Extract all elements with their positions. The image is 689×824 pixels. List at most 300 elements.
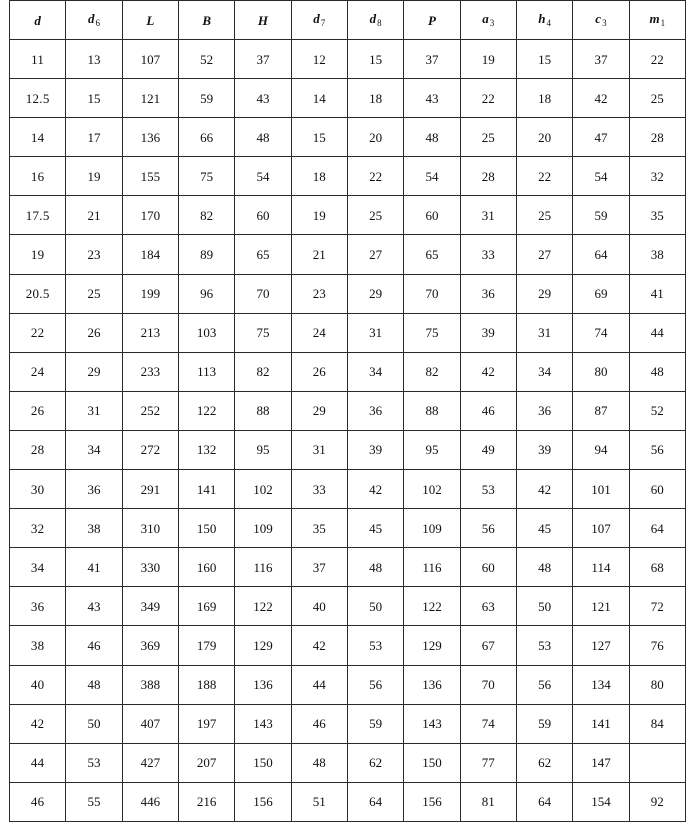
table-cell: 44 [291,665,347,704]
table-cell: 114 [573,548,629,587]
table-cell: 121 [573,587,629,626]
column-symbol-base: d [87,11,95,26]
table-cell: 179 [178,626,234,665]
table-cell: 154 [573,782,629,821]
table-cell: 56 [460,509,516,548]
column-symbol [649,11,665,26]
table-cell: 43 [404,79,460,118]
table-row [10,391,686,430]
table-cell: 134 [573,665,629,704]
column-header [460,1,516,40]
table-row [10,430,686,469]
table-cell: 113 [178,352,234,391]
table-cell: 34 [10,548,66,587]
table-cell: 64 [629,509,685,548]
table-cell: 43 [235,79,291,118]
table-cell: 22 [629,40,685,79]
table-cell: 41 [66,548,122,587]
table-cell: 32 [629,157,685,196]
table-cell: 184 [122,235,178,274]
column-symbol-base: d [369,11,377,26]
table-cell: 31 [347,313,403,352]
table-cell: 39 [460,313,516,352]
table-cell: 121 [122,79,178,118]
table-cell: 22 [460,79,516,118]
table-cell: 28 [629,118,685,157]
table-cell: 46 [460,391,516,430]
column-symbol-subscript: 4 [546,18,551,28]
table-cell: 82 [235,352,291,391]
table-cell: 89 [178,235,234,274]
table-header [10,1,686,40]
table-cell: 59 [516,704,572,743]
column-symbol [595,11,606,26]
table-cell: 40 [291,587,347,626]
table-cell: 109 [235,509,291,548]
table-cell: 94 [573,430,629,469]
table-cell: 74 [460,704,516,743]
column-symbol-base: d [313,11,320,26]
table-cell: 59 [573,196,629,235]
table-cell: 50 [347,587,403,626]
table-cell: 19 [10,235,66,274]
column-symbol [482,11,494,26]
column-header [291,1,347,40]
table-cell: 70 [460,665,516,704]
table-cell: 92 [629,782,685,821]
table-cell: 369 [122,626,178,665]
column-symbol-subscript: 3 [489,18,495,28]
column-symbol-base: m [649,11,660,26]
table-cell: 34 [347,352,403,391]
table-cell: 427 [122,743,178,782]
table-cell: 16 [10,157,66,196]
table-cell: 34 [516,352,572,391]
table-cell: 141 [573,704,629,743]
table-cell: 48 [516,548,572,587]
column-header [178,1,234,40]
table-cell: 107 [122,40,178,79]
table-cell: 44 [10,743,66,782]
table-cell: 122 [404,587,460,626]
table-cell: 82 [178,196,234,235]
table-cell: 88 [404,391,460,430]
table-cell: 46 [10,782,66,821]
table-row [10,626,686,665]
table-cell: 50 [66,704,122,743]
column-symbol [370,11,382,26]
table-cell: 36 [66,470,122,509]
table-row [10,352,686,391]
table-cell: 197 [178,704,234,743]
column-header [66,1,122,40]
table-cell: 18 [516,79,572,118]
table-cell: 446 [122,782,178,821]
column-header [404,1,460,40]
table-cell: 50 [516,587,572,626]
table-cell: 156 [235,782,291,821]
table-cell: 216 [178,782,234,821]
table-cell: 310 [122,509,178,548]
table-cell: 102 [235,470,291,509]
table-cell: 26 [66,313,122,352]
table-cell: 53 [347,626,403,665]
table-cell: 42 [291,626,347,665]
table-cell: 170 [122,196,178,235]
table-cell: 17 [66,118,122,157]
table-cell: 107 [573,509,629,548]
table-cell: 63 [460,587,516,626]
table-cell: 60 [460,548,516,587]
table-cell: 76 [629,626,685,665]
table-cell: 88 [235,391,291,430]
column-header [516,1,572,40]
table-cell: 150 [178,509,234,548]
table-cell: 56 [516,665,572,704]
table-cell: 25 [347,196,403,235]
table-cell: 29 [347,274,403,313]
table-cell: 31 [460,196,516,235]
table-cell: 141 [178,470,234,509]
column-symbol [428,13,436,28]
column-header [347,1,403,40]
table-row [10,782,686,821]
table-cell: 14 [291,79,347,118]
table-cell: 14 [10,118,66,157]
table-cell: 15 [516,40,572,79]
table-cell: 150 [404,743,460,782]
table-cell: 25 [460,118,516,157]
table-cell: 66 [178,118,234,157]
table-row [10,470,686,509]
column-symbol [202,13,211,28]
table-row [10,157,686,196]
table-cell: 122 [235,587,291,626]
table-cell: 70 [404,274,460,313]
table-cell: 20 [347,118,403,157]
table-cell: 17.5 [10,196,66,235]
table-cell: 15 [347,40,403,79]
table-cell: 75 [178,157,234,196]
table-cell: 22 [10,313,66,352]
table-cell: 60 [404,196,460,235]
table-cell: 64 [347,782,403,821]
table-cell: 70 [235,274,291,313]
table-row [10,118,686,157]
table-cell: 37 [235,40,291,79]
table-cell: 64 [516,782,572,821]
table-cell: 35 [629,196,685,235]
table-cell: 60 [235,196,291,235]
table-cell: 53 [516,626,572,665]
table-cell: 330 [122,548,178,587]
table-row [10,665,686,704]
table-cell: 13 [66,40,122,79]
table-cell: 37 [291,548,347,587]
table-cell: 42 [516,470,572,509]
table-cell: 62 [516,743,572,782]
column-symbol [538,11,551,26]
table-cell: 31 [291,430,347,469]
table-cell: 65 [404,235,460,274]
table-cell: 36 [10,587,66,626]
table-cell: 109 [404,509,460,548]
table-cell: 77 [460,743,516,782]
table-cell: 28 [460,157,516,196]
column-symbol-subscript: 7 [320,18,326,28]
table-cell: 68 [629,548,685,587]
table-cell: 37 [573,40,629,79]
table-cell: 54 [404,157,460,196]
table-cell: 75 [404,313,460,352]
table-row [10,509,686,548]
column-symbol-base: d [34,12,41,28]
table-cell: 19 [291,196,347,235]
table-cell: 95 [404,430,460,469]
table-cell: 102 [404,470,460,509]
table-cell: 48 [404,118,460,157]
table-cell: 55 [66,782,122,821]
table-cell: 160 [178,548,234,587]
table-cell: 29 [66,352,122,391]
table-cell: 12 [291,40,347,79]
table-cell: 38 [10,626,66,665]
table-cell: 116 [235,548,291,587]
table-cell: 46 [66,626,122,665]
table-cell: 35 [291,509,347,548]
table-row [10,196,686,235]
table-cell: 136 [404,665,460,704]
table-cell [629,743,685,782]
table-row [10,587,686,626]
table-cell: 199 [122,274,178,313]
table-row [10,79,686,118]
dimension-table-page [9,0,686,822]
table-cell: 84 [629,704,685,743]
table-cell: 36 [347,391,403,430]
table-cell: 20 [516,118,572,157]
column-symbol-subscript: 8 [377,18,382,28]
table-row [10,743,686,782]
table-cell: 42 [460,352,516,391]
table-cell: 127 [573,626,629,665]
table-cell: 407 [122,704,178,743]
table-cell: 65 [235,235,291,274]
table-cell: 31 [66,391,122,430]
table-cell: 47 [573,118,629,157]
table-row [10,235,686,274]
table-cell: 23 [291,274,347,313]
table-cell: 26 [10,391,66,430]
table-cell: 38 [629,235,685,274]
table-cell: 155 [122,157,178,196]
table-cell: 64 [573,235,629,274]
table-cell: 27 [516,235,572,274]
table-cell: 60 [629,470,685,509]
table-cell: 46 [291,704,347,743]
table-cell: 19 [66,157,122,196]
table-cell: 28 [10,430,66,469]
table-cell: 56 [629,430,685,469]
table-cell: 51 [291,782,347,821]
column-symbol-subscript: 1 [660,18,666,28]
table-cell: 36 [516,391,572,430]
table-cell: 147 [573,743,629,782]
table-cell: 33 [460,235,516,274]
table-cell: 41 [629,274,685,313]
table-cell: 67 [460,626,516,665]
table-cell: 32 [10,509,66,548]
table-cell: 18 [347,79,403,118]
table-cell: 59 [347,704,403,743]
table-cell: 188 [178,665,234,704]
table-cell: 25 [66,274,122,313]
table-cell: 20.5 [10,274,66,313]
table-cell: 80 [573,352,629,391]
table-cell: 129 [404,626,460,665]
table-cell: 21 [66,196,122,235]
table-cell: 103 [178,313,234,352]
table-cell: 15 [291,118,347,157]
table-cell: 18 [291,157,347,196]
table-cell: 25 [516,196,572,235]
table-cell: 11 [10,40,66,79]
table-cell: 44 [629,313,685,352]
table-cell: 38 [66,509,122,548]
table-cell: 87 [573,391,629,430]
table-row [10,313,686,352]
table-cell: 291 [122,470,178,509]
table-cell: 22 [516,157,572,196]
column-symbol-base: c [595,11,602,26]
column-symbol-base: a [482,11,489,26]
table-cell: 24 [291,313,347,352]
table-cell: 40 [10,665,66,704]
table-cell: 29 [291,391,347,430]
table-cell: 12.5 [10,79,66,118]
table-cell: 48 [291,743,347,782]
column-header [573,1,629,40]
table-cell: 42 [10,704,66,743]
table-cell: 34 [66,430,122,469]
table-cell: 54 [573,157,629,196]
dimension-table [9,0,686,822]
table-cell: 116 [404,548,460,587]
table-cell: 15 [66,79,122,118]
column-symbol [313,11,325,26]
table-cell: 22 [347,157,403,196]
table-cell: 29 [516,274,572,313]
table-cell: 19 [460,40,516,79]
table-row [10,274,686,313]
column-symbol-subscript: 3 [602,18,607,28]
table-cell: 156 [404,782,460,821]
table-cell: 233 [122,352,178,391]
table-cell: 42 [573,79,629,118]
table-row [10,704,686,743]
column-symbol-base: h [538,11,546,26]
table-cell: 349 [122,587,178,626]
column-symbol [146,13,154,28]
column-symbol-base: L [146,12,155,28]
table-cell: 56 [347,665,403,704]
table-cell: 213 [122,313,178,352]
table-cell: 169 [178,587,234,626]
table-cell: 39 [516,430,572,469]
table-body [10,40,686,822]
table-cell: 45 [347,509,403,548]
table-cell: 30 [10,470,66,509]
table-cell: 54 [235,157,291,196]
column-header [122,1,178,40]
table-cell: 132 [178,430,234,469]
column-symbol-base: B [202,12,211,28]
table-cell: 53 [460,470,516,509]
column-header [629,1,685,40]
table-cell: 42 [347,470,403,509]
table-cell: 48 [629,352,685,391]
table-cell: 82 [404,352,460,391]
table-cell: 43 [66,587,122,626]
table-cell: 27 [347,235,403,274]
table-cell: 59 [178,79,234,118]
table-cell: 150 [235,743,291,782]
table-cell: 136 [122,118,178,157]
table-cell: 26 [291,352,347,391]
table-cell: 33 [291,470,347,509]
table-cell: 80 [629,665,685,704]
column-symbol [34,13,41,28]
column-symbol-base: H [257,12,269,28]
table-row [10,548,686,587]
table-cell: 37 [404,40,460,79]
table-cell: 53 [66,743,122,782]
table-cell: 49 [460,430,516,469]
table-cell: 136 [235,665,291,704]
table-cell: 21 [291,235,347,274]
table-cell: 252 [122,391,178,430]
table-cell: 62 [347,743,403,782]
column-header [10,1,66,40]
column-symbol-base: P [427,12,436,28]
table-cell: 101 [573,470,629,509]
table-cell: 69 [573,274,629,313]
header-row [10,1,686,40]
table-cell: 52 [629,391,685,430]
table-cell: 96 [178,274,234,313]
table-cell: 129 [235,626,291,665]
column-symbol [88,11,100,26]
table-cell: 143 [235,704,291,743]
table-cell: 39 [347,430,403,469]
table-cell: 23 [66,235,122,274]
table-cell: 81 [460,782,516,821]
table-cell: 72 [629,587,685,626]
table-cell: 74 [573,313,629,352]
table-cell: 143 [404,704,460,743]
table-cell: 48 [66,665,122,704]
table-cell: 122 [178,391,234,430]
table-cell: 36 [460,274,516,313]
table-row [10,40,686,79]
table-cell: 95 [235,430,291,469]
table-cell: 52 [178,40,234,79]
table-cell: 24 [10,352,66,391]
table-cell: 31 [516,313,572,352]
table-cell: 45 [516,509,572,548]
table-cell: 272 [122,430,178,469]
table-cell: 25 [629,79,685,118]
